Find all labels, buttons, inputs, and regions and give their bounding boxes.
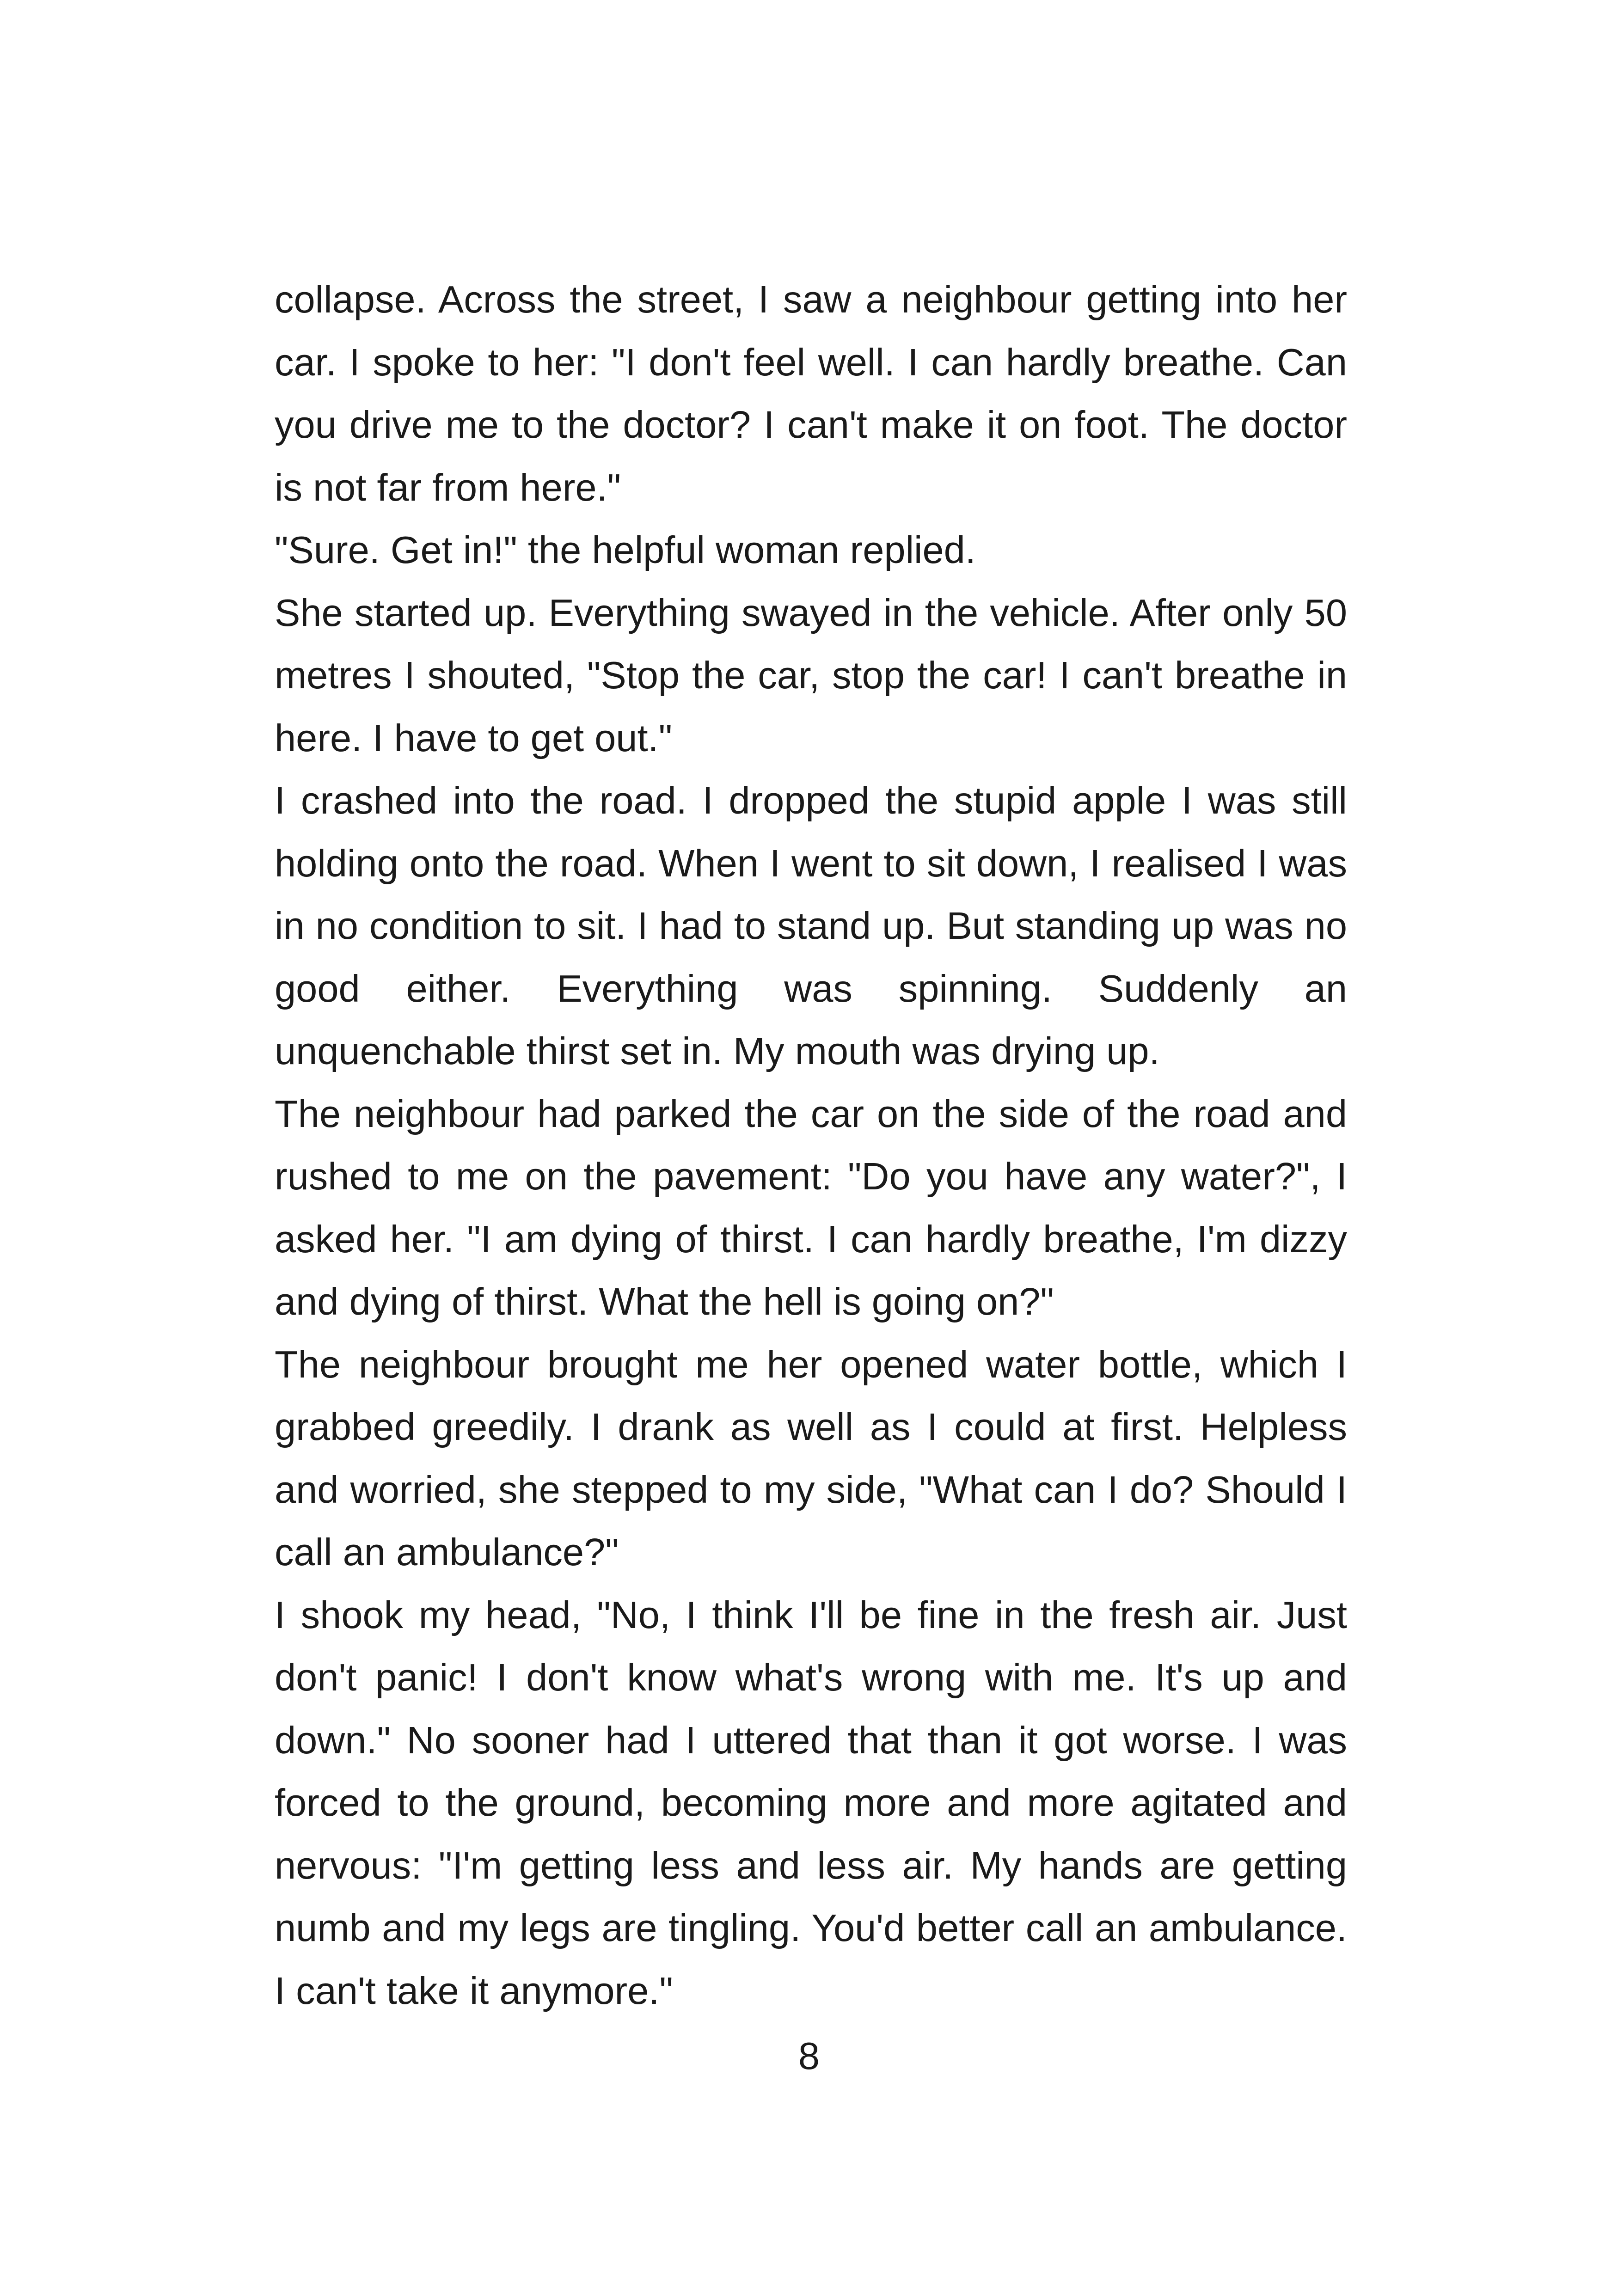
paragraph: "Sure. Get in!" the helpful woman replied.: [275, 528, 976, 571]
paragraph: I shook my head, "No, I think I'll be fine in the fresh air. Just don't panic! I don't know what's wrong with me. It's up and down." No sooner had I uttered that than it got worse. I was forced to the ground, becoming more and more agitated and nervous: "I'm getting less and less air. My hands are getting numb and my legs are tingling. You'd better call an ambulance. I can't take it anymore.": [275, 1593, 1347, 2012]
paragraph: The neighbour had parked the car on the side of the road and rushed to me on the pavement: "Do you have any water?", I asked her. "I am dying of thirst. I can hardly breathe, I'm dizzy and dying of thirst. What the hell is going on?": [275, 1092, 1347, 1323]
paragraph: She started up. Everything swayed in the vehicle. After only 50 metres I shouted, "Stop the car, stop the car! I can't breathe in here. I have to get out.": [275, 591, 1347, 759]
body-text: [275, 268, 1347, 2022]
paragraph: The neighbour brought me her opened water bottle, which I grabbed greedily. I drank as well as I could at first. Helpless and worried, she stepped to my side, "What can I do? Should I call an ambulance?": [275, 1342, 1347, 1574]
paragraph: I crashed into the road. I dropped the stupid apple I was still holding onto the road. When I went to sit down, I realised I was in no condition to sit. I had to stand up. But standing up was no good either. Everything was spinning. Suddenly an unquenchable thirst set in. My mouth was drying up.: [275, 779, 1347, 1072]
page-number: 8: [798, 2034, 820, 2077]
paragraph: collapse. Across the street, I saw a neighbour getting into her car. I spoke to her: "I don't feel well. I can hardly breathe. Can you drive me to the doctor? I can't make it on foot. The doctor is not far from here.": [275, 278, 1347, 509]
